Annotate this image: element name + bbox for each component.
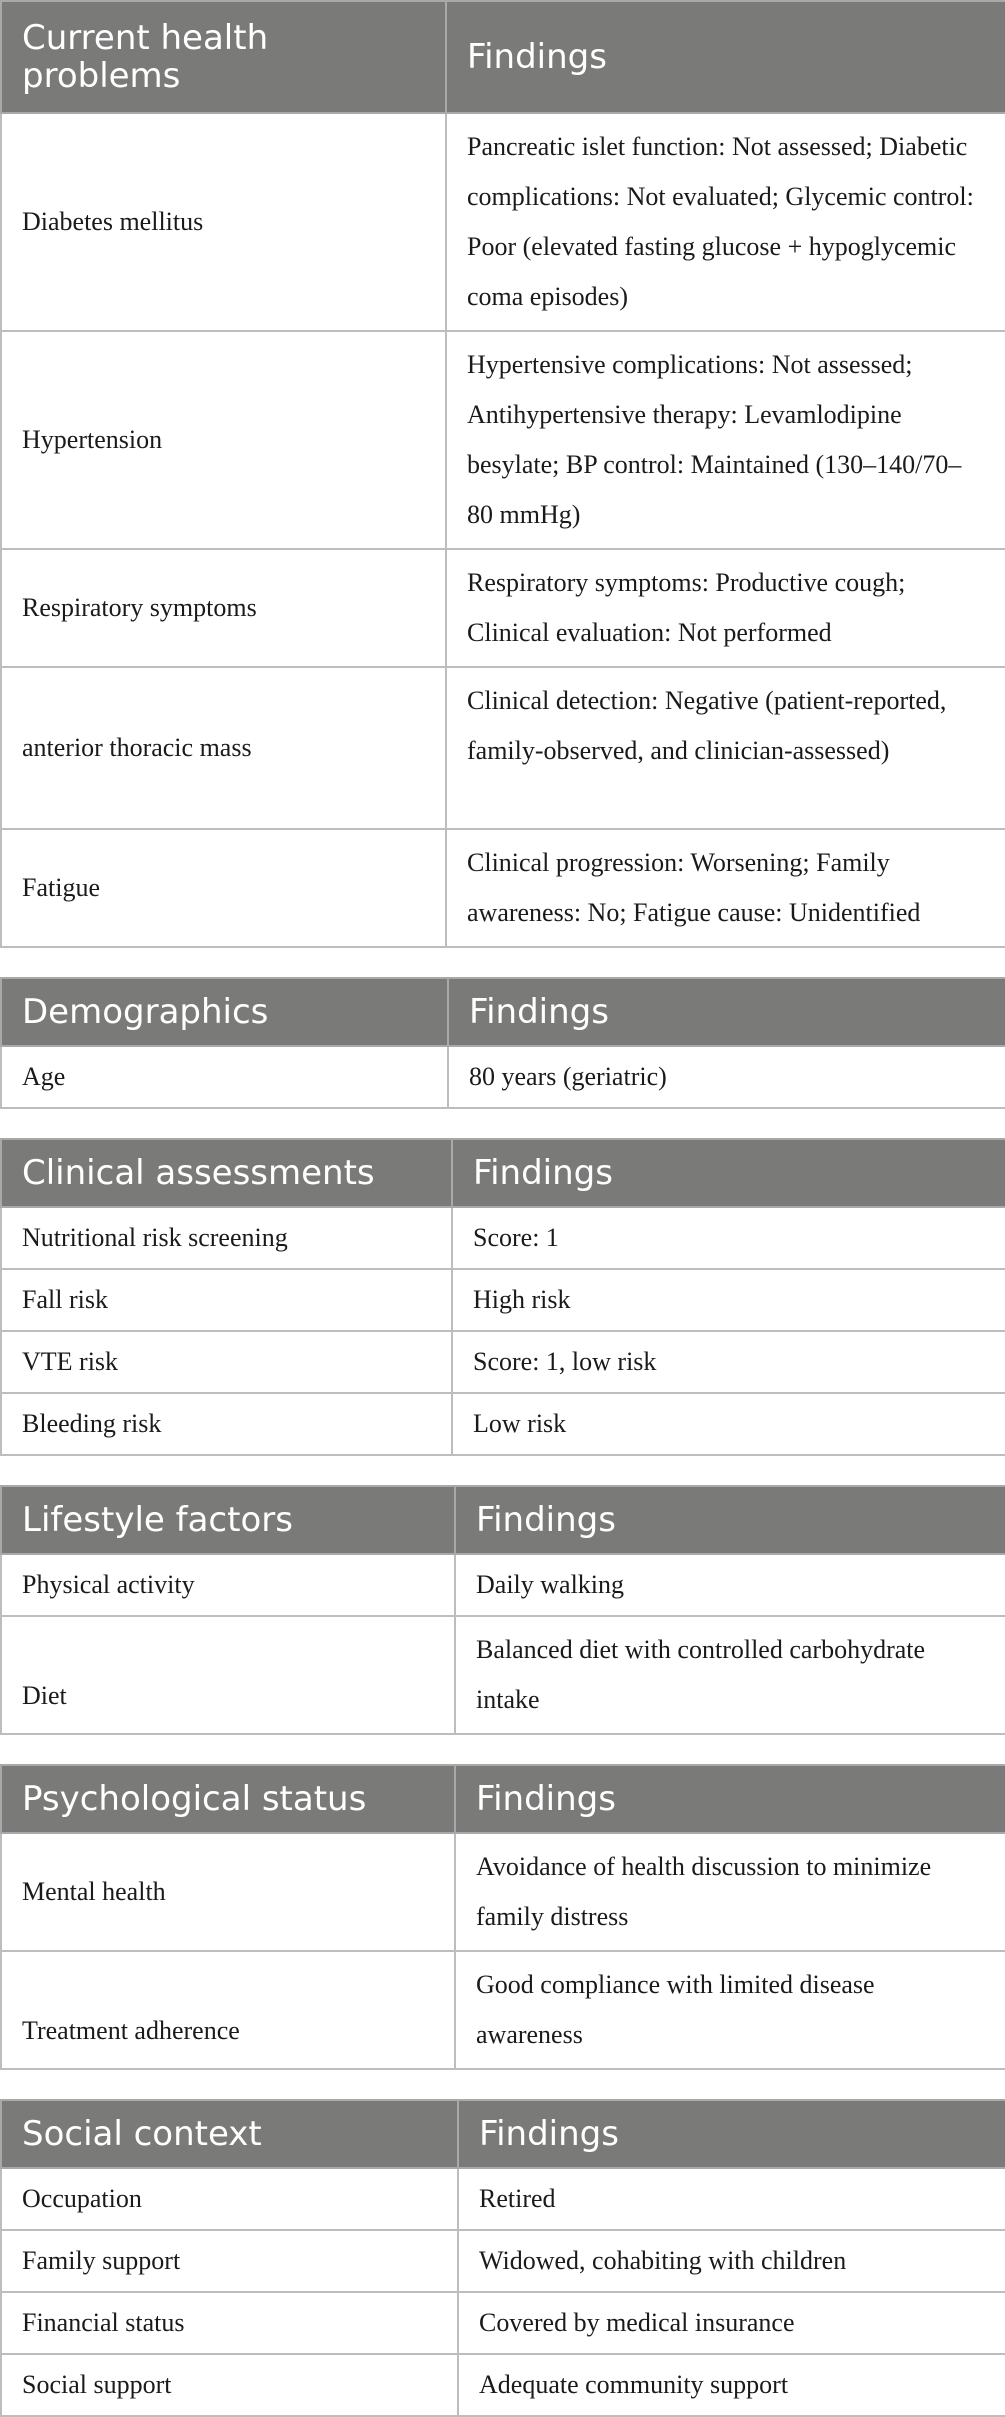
table-row [1, 1554, 1005, 1616]
table-header-row [1, 978, 1005, 1046]
table-row [1, 2292, 1005, 2354]
row-label: Diet [1, 1616, 455, 1734]
table-row [1, 549, 1005, 667]
table-row [1, 1331, 1005, 1393]
row-label: anterior thoracic mass [1, 667, 446, 829]
table-psychological-status [0, 1764, 1005, 2070]
row-label: Diabetes mellitus [1, 113, 446, 331]
table-header-row [1, 1486, 1005, 1554]
table-row [1, 1393, 1005, 1455]
row-label: Age [1, 1046, 448, 1108]
table-row [1, 667, 1005, 829]
table-header-row [1, 1, 1005, 113]
row-label: Fall risk [1, 1269, 452, 1331]
row-findings: Pancreatic islet function: Not assessed; Diabetic complications: Not evaluated; Glycemic control: Poor (elevated fasting glucose + hypoglycemic coma episodes) [446, 113, 1005, 331]
row-label: Treatment adherence [1, 1951, 455, 2069]
row-label: Respiratory symptoms [1, 549, 446, 667]
row-findings: Clinical progression: Worsening; Family awareness: No; Fatigue cause: Unidentified [446, 829, 1005, 947]
column-header-category: Psychological status [1, 1765, 455, 1833]
column-header-findings: Findings [458, 2100, 1005, 2168]
row-label: Occupation [1, 2168, 458, 2230]
table-lifestyle-factors [0, 1485, 1005, 1735]
column-header-category: Social context [1, 2100, 458, 2168]
row-findings: 80 years (geriatric) [448, 1046, 1005, 1108]
table-row [1, 1046, 1005, 1108]
table-header-row [1, 1139, 1005, 1207]
row-findings: Covered by medical insurance [458, 2292, 1005, 2354]
table-row [1, 1616, 1005, 1734]
table-header-row [1, 1765, 1005, 1833]
column-header-findings: Findings [452, 1139, 1005, 1207]
row-findings: Widowed, cohabiting with children [458, 2230, 1005, 2292]
table-row [1, 1833, 1005, 1951]
column-header-category: Clinical assessments [1, 1139, 452, 1207]
column-header-findings: Findings [455, 1765, 1005, 1833]
row-label: Nutritional risk screening [1, 1207, 452, 1269]
table-row [1, 1269, 1005, 1331]
row-label: Family support [1, 2230, 458, 2292]
row-label: Hypertension [1, 331, 446, 549]
row-findings: Retired [458, 2168, 1005, 2230]
row-findings: Adequate community support [458, 2354, 1005, 2416]
column-header-category: Current health problems [1, 1, 446, 113]
row-findings: Low risk [452, 1393, 1005, 1455]
table-row [1, 1207, 1005, 1269]
table-row [1, 2168, 1005, 2230]
row-label: Mental health [1, 1833, 455, 1951]
table-row [1, 331, 1005, 549]
table-clinical-assessments [0, 1138, 1005, 1456]
row-findings: High risk [452, 1269, 1005, 1331]
table-row [1, 113, 1005, 331]
row-label: Fatigue [1, 829, 446, 947]
table-current-health-problems [0, 0, 1005, 948]
table-header-row [1, 2100, 1005, 2168]
column-header-category: Demographics [1, 978, 448, 1046]
column-header-category: Lifestyle factors [1, 1486, 455, 1554]
row-findings: Clinical detection: Negative (patient-reported, family-observed, and clinician-assessed) [446, 667, 1005, 829]
row-label: Bleeding risk [1, 1393, 452, 1455]
table-row [1, 2354, 1005, 2416]
row-findings: Balanced diet with controlled carbohydrate intake [455, 1616, 1005, 1734]
table-demographics [0, 977, 1005, 1109]
row-findings: Good compliance with limited disease awareness [455, 1951, 1005, 2069]
row-label: Physical activity [1, 1554, 455, 1616]
row-label: Social support [1, 2354, 458, 2416]
table-social-context [0, 2099, 1005, 2417]
column-header-findings: Findings [448, 978, 1005, 1046]
row-findings: Score: 1 [452, 1207, 1005, 1269]
row-findings: Respiratory symptoms: Productive cough; Clinical evaluation: Not performed [446, 549, 1005, 667]
row-findings: Hypertensive complications: Not assessed; Antihypertensive therapy: Levamlodipine besylate; BP control: Maintained (130–140/70–80 mmHg) [446, 331, 1005, 549]
row-findings: Score: 1, low risk [452, 1331, 1005, 1393]
table-row [1, 1951, 1005, 2069]
table-row [1, 2230, 1005, 2292]
row-label: VTE risk [1, 1331, 452, 1393]
row-label: Financial status [1, 2292, 458, 2354]
row-findings: Daily walking [455, 1554, 1005, 1616]
table-row [1, 829, 1005, 947]
column-header-findings: Findings [446, 1, 1005, 113]
column-header-findings: Findings [455, 1486, 1005, 1554]
row-findings: Avoidance of health discussion to minimize family distress [455, 1833, 1005, 1951]
